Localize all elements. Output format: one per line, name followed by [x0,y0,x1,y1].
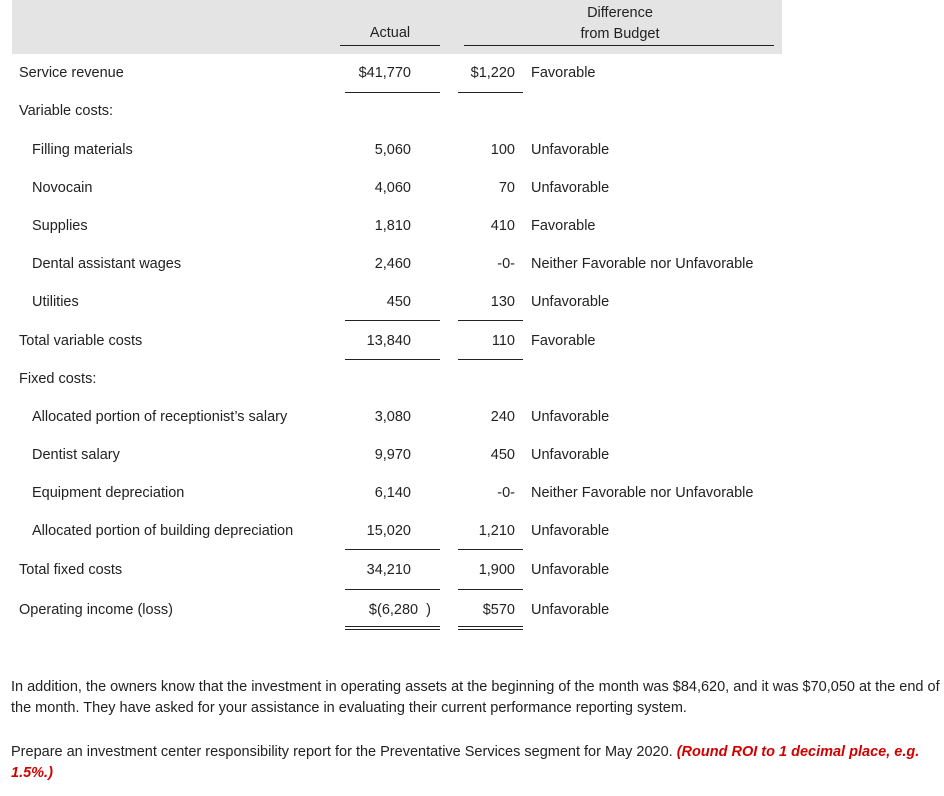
table-row-service-revenue [0,65,944,85]
section-heading: Variable costs: [19,103,114,119]
table-row-filling-materials [0,142,944,162]
row-effect: Unfavorable [531,180,610,196]
row-actual: 450 [386,294,411,310]
table-row-building-depreciation [0,523,944,543]
column-header-difference [560,3,680,45]
row-actual: 6,140 [374,485,411,501]
underline-difference [458,359,523,360]
row-actual: 2,460 [374,256,411,272]
row-effect: Favorable [531,218,596,234]
row-difference: -0- [497,485,515,501]
row-difference: 100 [490,142,515,158]
row-label: Novocain [32,180,93,196]
row-actual: 3,080 [374,409,411,425]
row-actual: 34,210 [366,562,411,578]
row-effect: Unfavorable [531,562,610,578]
column-header-difference-line2: from Budget [580,26,660,42]
table-row-equipment-depreciation [0,485,944,505]
row-difference: $1,220 [470,65,515,81]
table-row-novocain [0,180,944,200]
table-row-receptionist-salary [0,409,944,429]
row-effect: Unfavorable [531,294,610,310]
table-row-supplies [0,218,944,238]
underline-actual [345,92,440,93]
row-label: Dental assistant wages [32,256,182,272]
row-difference: 240 [490,409,515,425]
row-effect: Neither Favorable nor Unfavorable [531,485,754,501]
row-effect: Unfavorable [531,602,610,618]
table-row-fixed-costs-heading [0,371,944,391]
double-underline-actual [345,626,440,630]
row-actual: 4,060 [374,180,411,196]
row-effect: Favorable [531,65,596,81]
row-difference: 130 [490,294,515,310]
row-actual: $(6,280 ) [368,602,431,618]
row-label: Service revenue [19,65,124,81]
row-effect: Unfavorable [531,409,610,425]
row-difference: 410 [490,218,515,234]
question-prompt [11,742,941,784]
row-effect: Favorable [531,333,596,349]
row-label: Supplies [32,218,88,234]
row-actual: 13,840 [366,333,411,349]
underline-actual [345,320,440,321]
row-label: Total variable costs [19,333,143,349]
row-effect: Neither Favorable nor Unfavorable [531,256,754,272]
column-header-difference-line1: Difference [587,5,653,21]
underline-actual [345,359,440,360]
rounding-instruction: (Round ROI to 1 decimal place, e.g. 1.5%.) [11,744,920,781]
row-difference: 70 [498,180,515,196]
row-actual: 9,970 [374,447,411,463]
section-heading: Fixed costs: [19,371,97,387]
table-row-dentist-salary [0,447,944,467]
header-underline-actual [340,45,440,46]
row-label: Total fixed costs [19,562,123,578]
underline-difference [458,92,523,93]
row-label: Allocated portion of building depreciation [32,523,294,539]
underline-actual [345,589,440,590]
row-actual: 5,060 [374,142,411,158]
underline-difference [458,549,523,550]
double-underline-difference [458,626,523,630]
table-row-utilities [0,294,944,314]
row-label: Dentist salary [32,447,120,463]
header-underline-difference [464,45,774,46]
question-text: Prepare an investment center responsibility report for the Preventative Services segment for May 2020. [11,744,673,760]
row-label: Allocated portion of receptionist’s salary [32,409,288,425]
table-row-dental-assistant-wages [0,256,944,276]
row-actual: $41,770 [358,65,411,81]
underline-difference [458,320,523,321]
row-difference: 1,900 [478,562,515,578]
table-row-total-fixed-costs [0,562,944,582]
row-label: Operating income (loss) [19,602,173,618]
row-effect: Unfavorable [531,142,610,158]
column-header-actual: Actual [369,25,411,41]
underline-difference [458,589,523,590]
row-difference: $570 [482,602,515,618]
row-effect: Unfavorable [531,447,610,463]
context-paragraph: In addition, the owners know that the investment in operating assets at the beginning of the month was $84,620, and it was $70,050 at the end of the month. They have asked for your assistance in evaluating their current performance reporting system. [11,679,940,716]
underline-actual [345,549,440,550]
table-row-operating-income [0,602,944,622]
row-actual: 15,020 [366,523,411,539]
table-row-variable-costs-heading [0,103,944,123]
row-difference: 1,210 [478,523,515,539]
row-label: Equipment depreciation [32,485,185,501]
row-difference: 450 [490,447,515,463]
row-actual: 1,810 [374,218,411,234]
row-difference: 110 [491,333,515,349]
row-difference: -0- [497,256,515,272]
row-effect: Unfavorable [531,523,610,539]
row-label: Filling materials [32,142,133,158]
table-row-total-variable-costs [0,333,944,353]
row-label: Utilities [32,294,79,310]
